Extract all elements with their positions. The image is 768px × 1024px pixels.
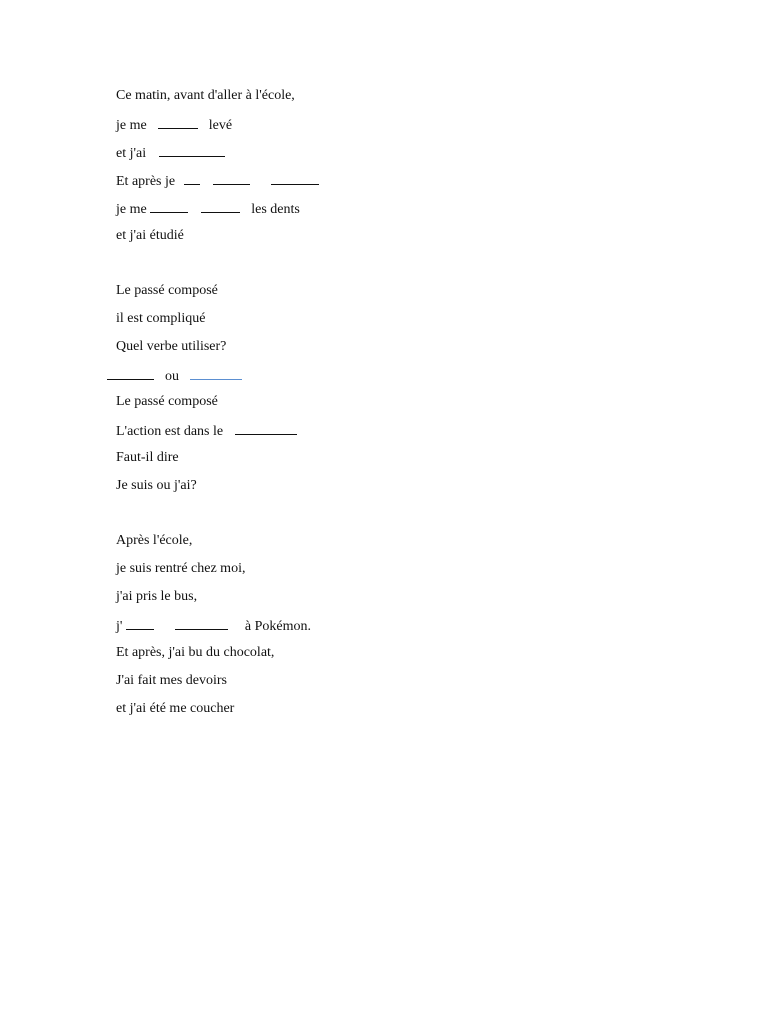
poem-line (116, 199, 300, 217)
fill-in-blank[interactable] (235, 421, 297, 435)
line-text: Ce matin, avant d'aller à l'école, (116, 88, 295, 103)
line-text: Et après je (116, 174, 176, 189)
fill-in-blank[interactable] (158, 115, 198, 129)
line-text: J'ai fait mes devoirs (116, 673, 227, 688)
line-text: et j'ai été me coucher (116, 701, 235, 716)
line-text: Et après, j'ai bu du chocolat, (116, 645, 275, 660)
fill-in-blank[interactable] (126, 616, 154, 630)
poem-line (116, 560, 245, 578)
line-text: je suis rentré chez moi, (116, 561, 246, 576)
poem-line (107, 366, 242, 384)
line-text: j'ai pris le bus, (116, 589, 198, 604)
poem-line (116, 282, 218, 300)
poem-line (116, 616, 311, 634)
line-text: il est compliqué (116, 311, 206, 326)
poem-line (116, 115, 232, 133)
line-text: Le passé composé (116, 394, 218, 409)
poem-line (116, 449, 179, 467)
line-text: Faut-il dire (116, 450, 179, 465)
line-text: levé (208, 118, 233, 133)
poem-line (116, 644, 274, 662)
line-text: Quel verbe utiliser? (116, 339, 227, 354)
fill-in-blank[interactable] (271, 171, 319, 185)
poem-line (116, 87, 295, 105)
fill-in-blank[interactable] (175, 616, 228, 630)
line-text: Le passé composé (116, 283, 218, 298)
line-text: et j'ai étudié (116, 228, 184, 243)
fill-in-blank-highlighted[interactable] (190, 366, 242, 380)
fill-in-blank[interactable] (201, 199, 240, 213)
poem-line (116, 393, 218, 411)
poem-line (116, 672, 227, 690)
poem-line (116, 171, 319, 189)
line-text: je me (116, 118, 147, 133)
line-text: les dents (251, 202, 300, 217)
line-text: Après l'école, (116, 533, 193, 548)
line-text: Je suis ou j'ai? (116, 478, 197, 493)
fill-in-blank[interactable] (159, 143, 225, 157)
poem-line (116, 532, 192, 550)
poem-line (116, 143, 225, 161)
poem-line (116, 477, 197, 495)
poem-line (116, 338, 226, 356)
line-text: ou (165, 369, 179, 384)
fill-in-blank[interactable] (107, 366, 154, 380)
fill-in-blank[interactable] (184, 171, 200, 185)
line-text: et j'ai (116, 146, 147, 161)
poem-line (116, 421, 297, 439)
poem-line (116, 227, 184, 245)
line-text: L'action est dans le (116, 424, 224, 439)
poem-line (116, 700, 234, 718)
line-text: j' (116, 619, 123, 634)
line-text: à Pokémon. (244, 619, 312, 634)
poem-line (116, 310, 205, 328)
poem-line (116, 588, 197, 606)
fill-in-blank[interactable] (213, 171, 250, 185)
line-text: je me (116, 202, 147, 217)
fill-in-blank[interactable] (150, 199, 188, 213)
